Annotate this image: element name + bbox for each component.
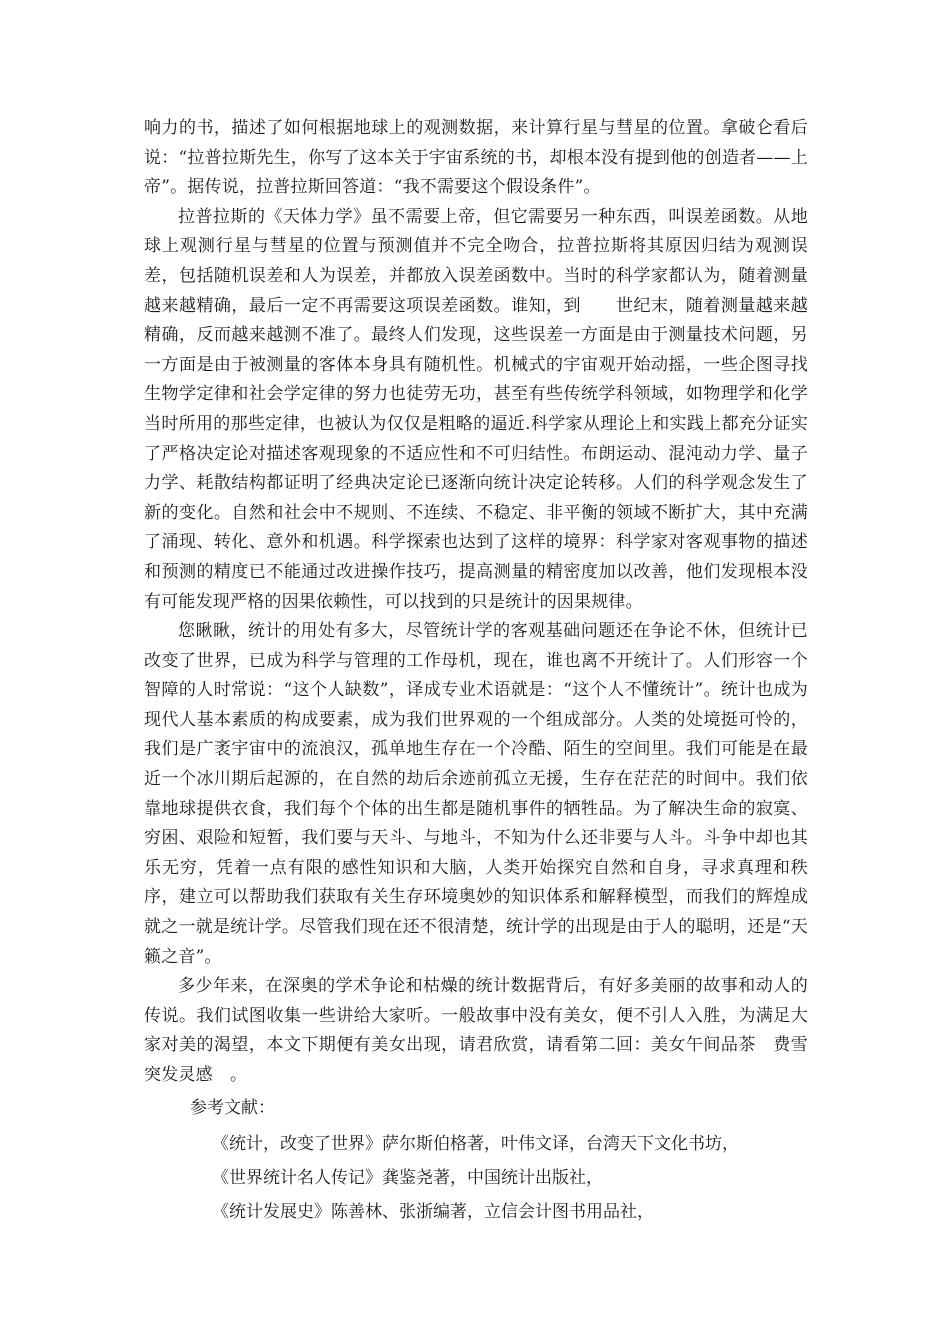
references-list <box>144 1127 808 1229</box>
paragraph-statistics-changed-world: 您瞅瞅，统计的用处有多大，尽管统计学的客观基础问题还在争论不休，但统计已改变了世界，已成为科学与管理的工作母机，现在，谁也离不开统计了。人们形容一个智障的人时常说：“这个人缺数”，译成专业术语就是：“这个人不懂统计”。统计也成为现代人基本素质的构成要素，成为我们世界观的一个组成部分。人类的处境挺可怜的，我们是广袤宇宙中的流浪汉，孤单地生存在一个冷酷、陌生的空间里。我们可能是在最近一个冰川期后起源的，在自然的劫后余迹前孤立无援，生存在茫茫的时间中。我们依靠地球提供衣食，我们每个个体的出生都是随机事件的牺牲品。为了解决生命的寂寞、穷困、艰险和短暂，我们要与天斗、与地斗，不知为什么还非要与人斗。斗争中却也其乐无穷，凭着一点有限的感性知识和大脑，人类开始探究自然和自身，寻求真理和秩序，建立可以帮助我们获取有关生存环境奥妙的知识体系和解释模型，而我们的辉煌成就之一就是统计学。尽管我们现在还不很清楚，统计学的出现是由于人的聪明，还是“天籁之音”。 <box>144 621 808 967</box>
reference-item: 《统计，改变了世界》萨尔斯伯格著，叶伟文译，台湾天下文化书坊， <box>212 1133 739 1154</box>
paragraph-stories-preview: 多少年来，在深奥的学术争论和枯燥的统计数据背后，有好多美丽的故事和动人的传说。我们试图收集一些讲给大家听。一般故事中没有美女，便不引人入胜，为满足大家对美的渴望，本文下期便有美女出现，请君欣赏，请看第二回：美女午间品茶 费雪突发灵感 。 <box>144 976 808 1085</box>
reference-item: 《世界统计名人传记》龚鉴尧著，中国统计出版社， <box>212 1167 603 1188</box>
reference-item: 《统计发展史》陈善林、张浙编著，立信会计图书用品社， <box>212 1201 654 1222</box>
references-heading: 参考文献： <box>190 1097 275 1118</box>
paragraph-error-function: 拉普拉斯的《天体力学》虽不需要上帝，但它需要另一种东西，叫误差函数。从地球上观测行星与彗星的位置与预测值并不完全吻合，拉普拉斯将其原因归结为观测误差，包括随机误差和人为误差，并都放入误差函数中。当时的科学家都认为，随着测量越来越精确，最后一定不再需要这项误差函数。谁知，到 世纪末，随着测量越来越精确，反而越来越测不准了。最终人们发现，这些误差一方面是由于测量技术问题，另一方面是由于被测量的客体本身具有随机性。机械式的宇宙观开始动摇，一些企图寻找生物学定律和社会学定律的努力也徒劳无功，甚至有些传统学科领域，如物理学和化学当时所用的那些定律，也被认为仅仅是粗略的逼近.科学家从理论上和实践上都充分证实了严格决定论对描述客观现象的不适应性和不可归结性。布朗运动、混沌动力学、量子力学、耗散结构都证明了经典决定论已逐渐向统计决定论转移。人们的科学观念发生了新的变化。自然和社会中不规则、不连续、不稳定、非平衡的领域不断扩大，其中充满了涌现、转化、意外和机遇。科学探索也达到了这样的境界：科学家对客观事物的描述和预测的精度已不能通过改进操作技巧，提高测量的精密度加以改善，他们发现根本没有可能发现严格的因果依赖性，可以找到的只是统计的因果规律。 <box>144 206 808 612</box>
paragraph-laplace-napoleon: 响力的书，描述了如何根据地球上的观测数据，来计算行星与彗星的位置。拿破仑看后说：“拉普拉斯先生，你写了这本关于宇宙系统的书，却根本没有提到他的创造者——上帝”。据传说，拉普拉斯回答道：“我不需要这个假设条件”。 <box>144 118 808 198</box>
document-page <box>144 114 808 1229</box>
